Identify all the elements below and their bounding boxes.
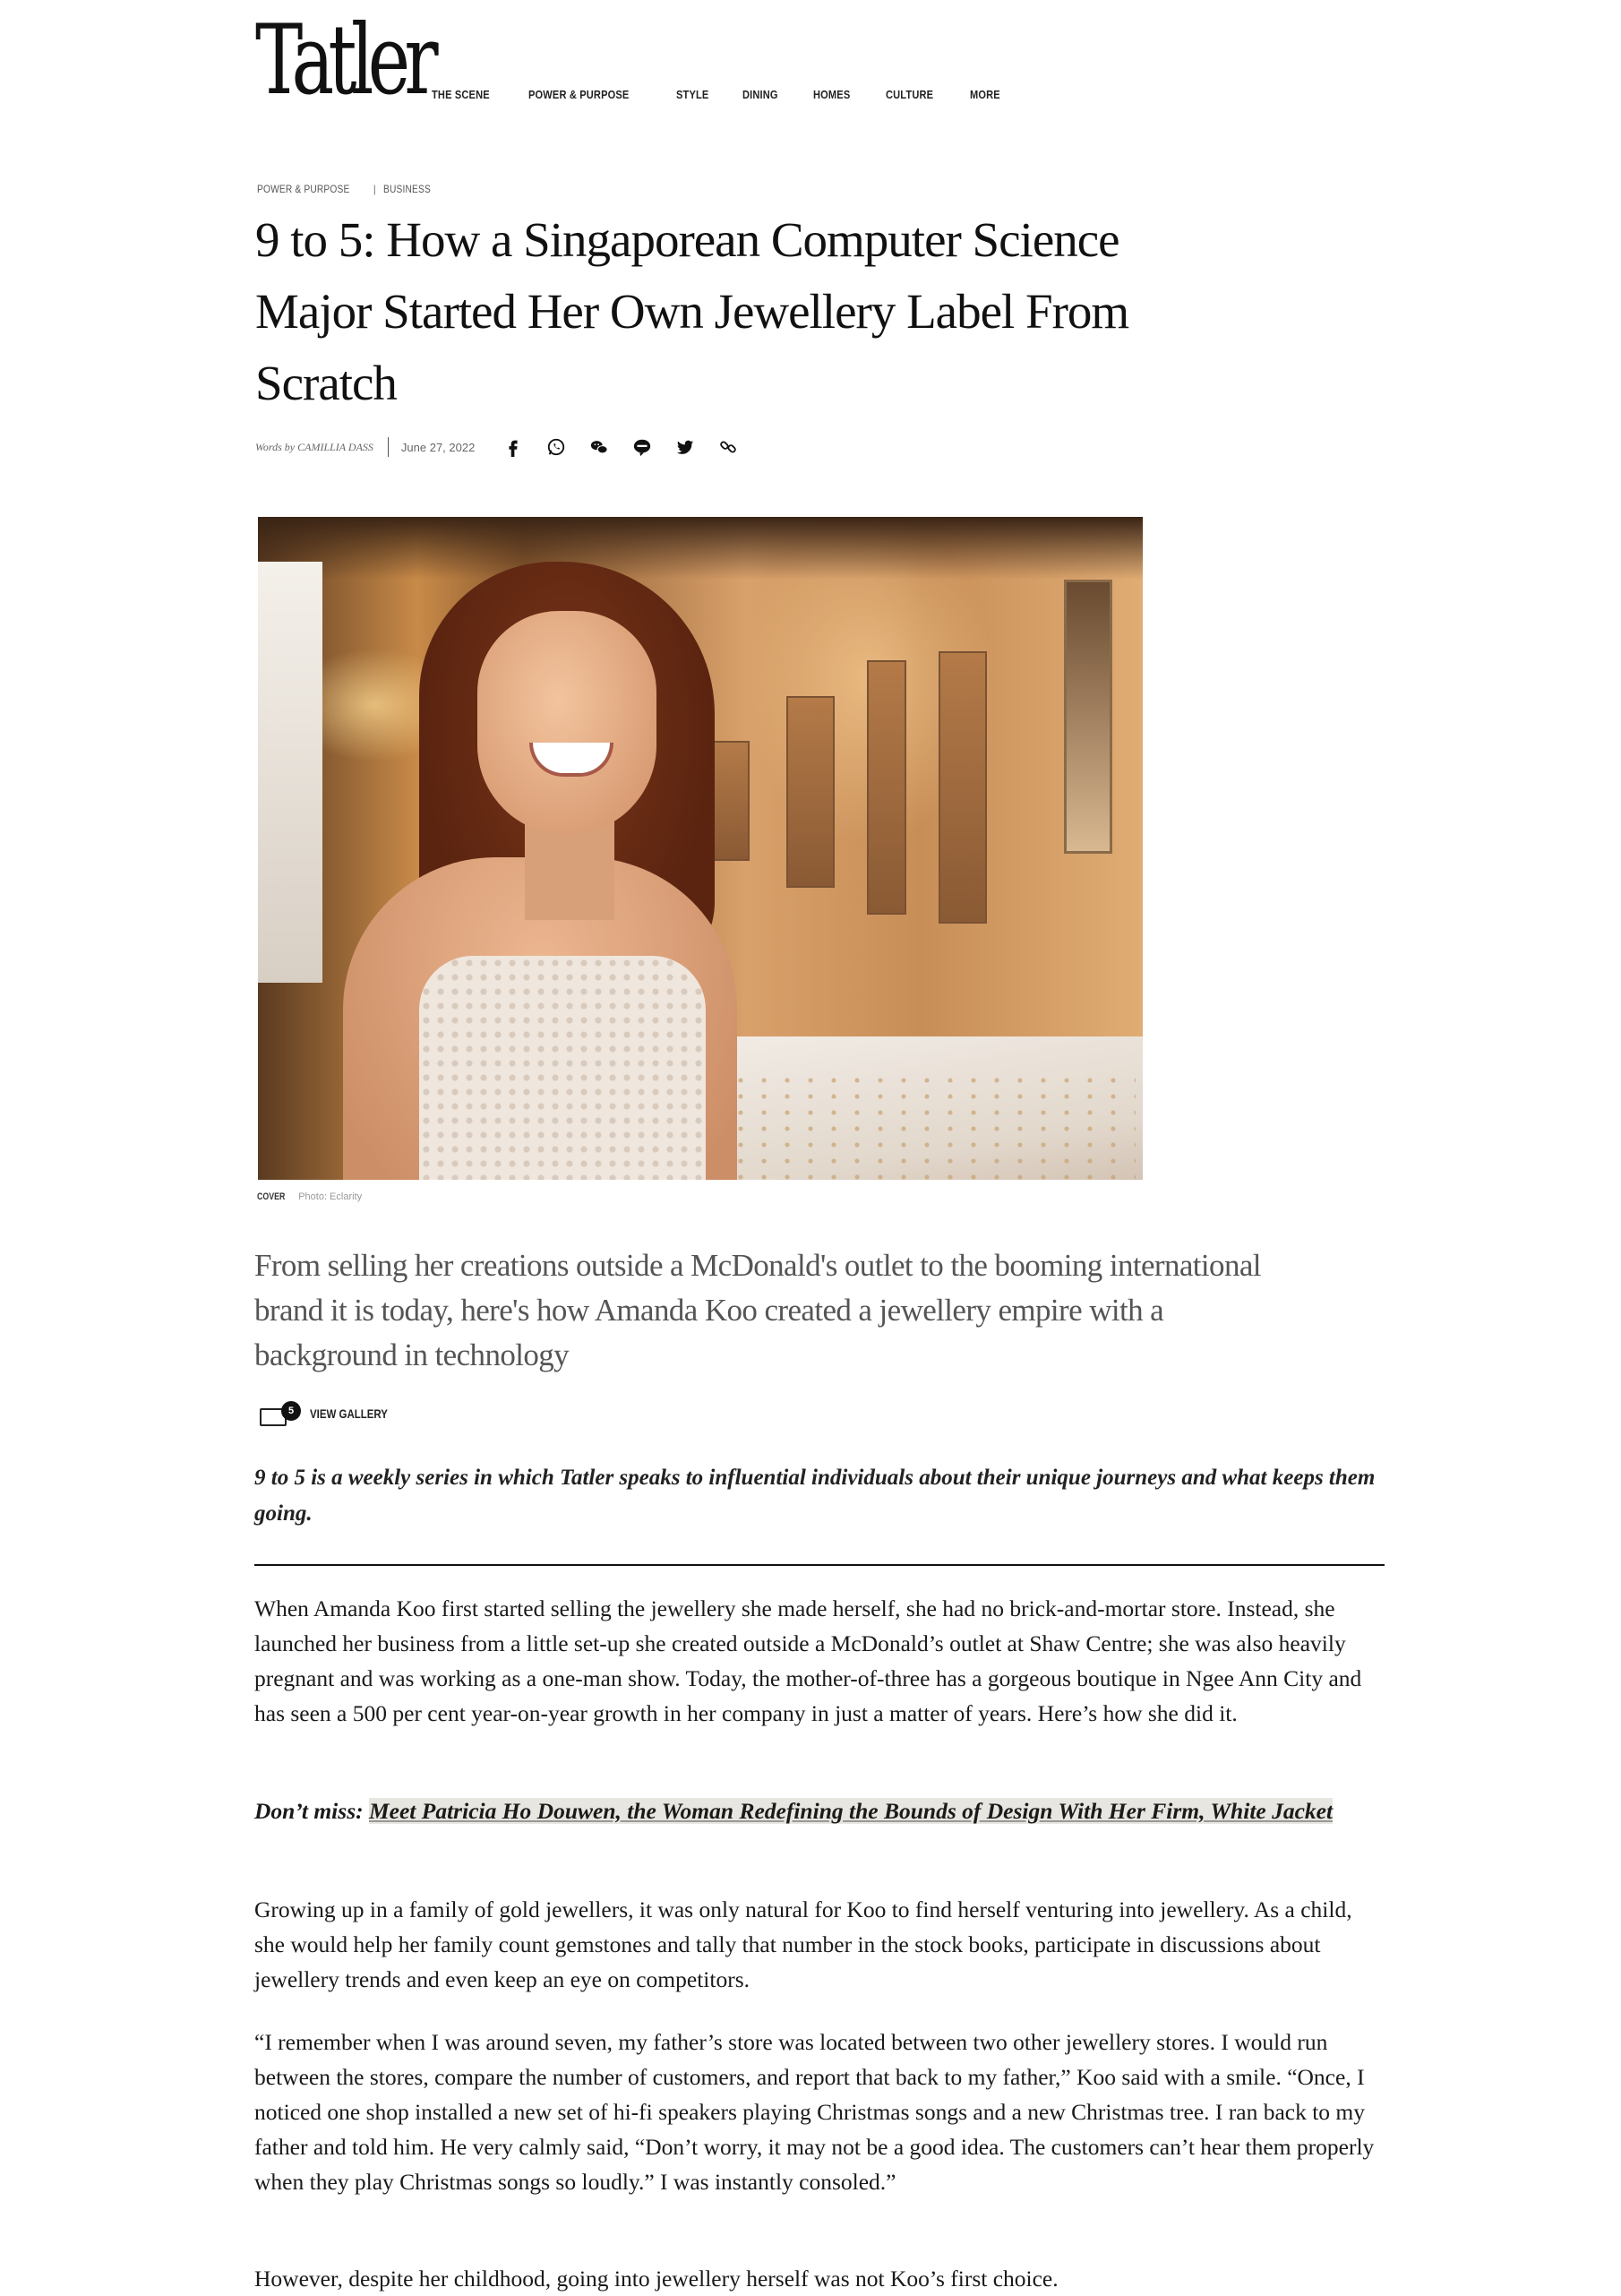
series-intro: 9 to 5 is a weekly series in which Tatler speaks to influential individuals about their unique journeys and what keeps them going. [254,1466,1376,1526]
byline [255,435,740,459]
hero-cabinet [867,660,906,915]
gallery-label: VIEW GALLERY [310,1406,388,1421]
main-nav [432,88,1006,101]
nav-culture[interactable]: CULTURE [885,88,933,101]
author-name[interactable]: Words by CAMILLIA DASS [255,440,373,453]
woman-face [477,611,656,835]
hero-window [258,562,322,983]
dont-miss-label: Don’t miss: [254,1798,364,1824]
dont-miss-link[interactable]: Meet Patricia Ho Douwen, the Woman Redefining the Bounds of Design With Her Firm, White Jacket [369,1798,1334,1824]
image-caption [257,1191,362,1202]
breadcrumb [257,183,439,195]
article-deck: From selling her creations outside a McDonald's outlet to the booming international brand it is today, here's how Amanda Koo created a jewellery empire with a background in technology [254,1248,1261,1372]
caption-credit: Photo: Eclarity [298,1191,363,1202]
nav-style[interactable]: STYLE [675,88,708,101]
hero-ceiling [258,517,1143,580]
tatler-logo[interactable]: Tatler [255,4,433,116]
twitter-icon[interactable] [673,435,697,459]
body-paragraph: Growing up in a family of gold jewellers, it was only natural for Koo to find herself venturing into jewellery. As a child, she would help her family count gemstones and tally that number in the stock books, participate in discussions about jewellery trends and even keep an eye on competitors. [254,1896,1352,1992]
breadcrumb-separator: | [373,183,377,195]
line-icon[interactable] [630,435,654,459]
section-divider [254,1564,1385,1566]
body-paragraph: However, despite her childhood, going into jewellery herself was not Koo’s first choice. [254,2266,1059,2292]
article-title: 9 to 5: How a Singaporean Computer Science Major Started Her Own Jewellery Label From Scratch [255,212,1129,410]
wechat-icon[interactable] [588,435,611,459]
facebook-icon[interactable] [502,435,525,459]
nav-more[interactable]: MORE [970,88,1001,101]
share-bar [502,435,740,459]
link-icon[interactable] [716,435,740,459]
jewellery-display [706,1072,1136,1180]
breadcrumb-power-purpose[interactable]: POWER & PURPOSE [257,183,350,195]
caption-label: COVER [257,1191,286,1202]
woman-lace-top [419,956,706,1180]
body-paragraph: “I remember when I was around seven, my father’s store was located between two other jewellery stores. I would run between the stores, compare the number of customers, and report that back to my father,” Koo said with a smile. “Once, I noticed one shop installed a new set of hi-fi speakers playing Christmas songs and a new Christmas tree. I ran back to my father and told him. He very calmly said, “Don’t worry, it may not be a good idea. The customers can’t hear them properly when they play Christmas songs so loudly.” I was instantly consoled.” [254,2029,1375,2195]
gallery-icon [258,1399,295,1428]
body-paragraph: When Amanda Koo first started selling the jewellery she made herself, she had no brick-and-mortar store. Instead, she launched her business from a little set-up she created outside a McDonald’s outlet at Shaw Centre; she was also heavily pregnant and was working as a one-man show. Today, the mother-of-three has a gorgeous boutique in Ngee Ann City and has seen a 500 per cent year-on-year growth in her company in just a matter of years. Here’s how she did it. [254,1595,1362,1726]
breadcrumb-business[interactable]: BUSINESS [383,183,431,195]
hero-image[interactable] [258,517,1143,1180]
whatsapp-icon[interactable] [545,435,568,459]
nav-dining[interactable]: DINING [742,88,779,101]
hero-cabinet [939,651,987,924]
nav-the-scene[interactable]: THE SCENE [432,88,490,101]
publish-date: June 27, 2022 [400,440,476,454]
hero-mirror [1064,580,1112,854]
hero-cabinet [786,696,835,888]
nav-homes[interactable]: HOMES [813,88,851,101]
view-gallery-button[interactable] [258,1399,405,1428]
nav-power-purpose[interactable]: POWER & PURPOSE [528,88,630,101]
dont-miss [254,1793,1385,1828]
byline-divider [388,437,389,457]
gallery-count-badge: 5 [281,1401,301,1421]
